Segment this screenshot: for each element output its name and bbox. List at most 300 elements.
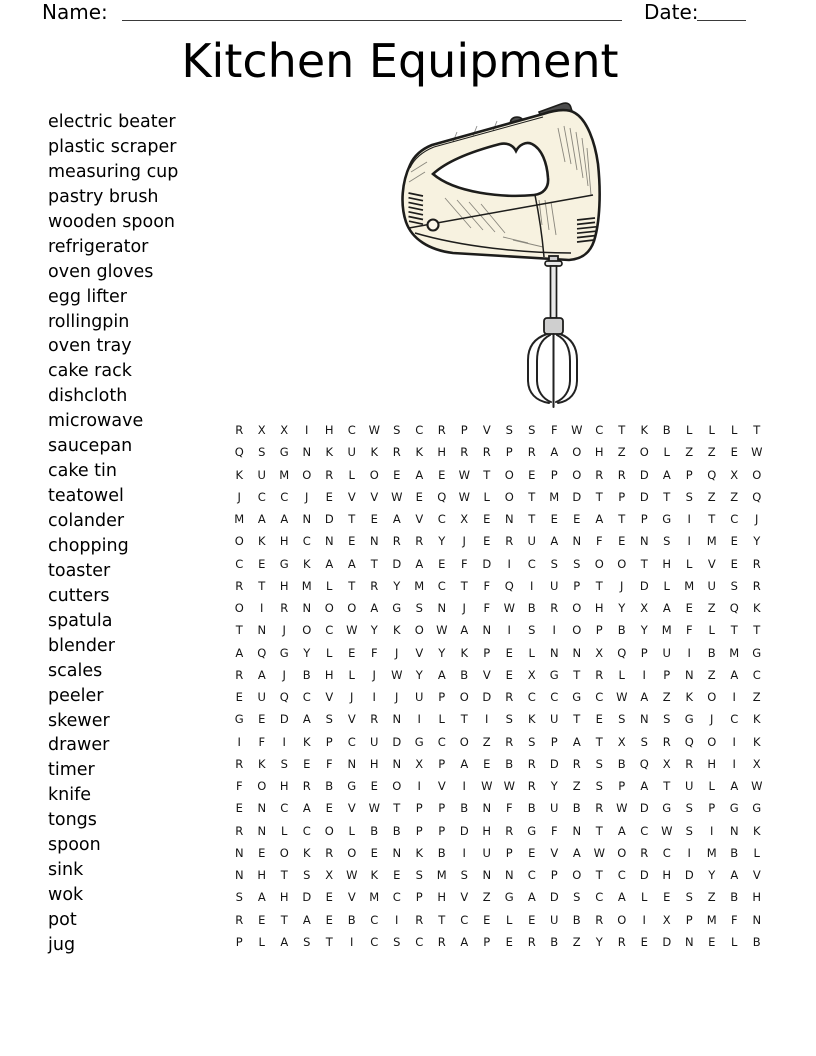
grid-cell: R	[235, 756, 244, 771]
grid-row	[228, 553, 768, 575]
grid-row	[228, 664, 768, 686]
word-list-item: blender	[48, 635, 115, 656]
grid-cell: E	[393, 467, 401, 482]
grid-cell: A	[640, 779, 649, 793]
grid-cell: T	[438, 912, 446, 927]
grid-cell: E	[348, 534, 356, 549]
grid-cell: Z	[707, 667, 716, 682]
mixer-body	[403, 110, 600, 260]
grid-cell: X	[527, 667, 536, 682]
grid-cell: S	[528, 734, 536, 749]
grid-cell: D	[639, 467, 649, 482]
grid-cell: L	[326, 645, 333, 660]
grid-cell: H	[594, 601, 604, 615]
grid-cell: R	[437, 423, 446, 437]
grid-cell: P	[325, 734, 333, 749]
word-list-item: tongs	[48, 810, 97, 831]
grid-cell: Z	[572, 934, 581, 949]
grid-cell: K	[415, 445, 424, 460]
grid-cell: R	[235, 423, 244, 437]
grid-cell: D	[572, 489, 582, 504]
grid-cell: I	[417, 779, 421, 793]
grid-cell: D	[639, 868, 649, 882]
grid-cell: R	[415, 912, 424, 927]
grid-cell: D	[482, 556, 492, 571]
word-list-item: oven gloves	[48, 261, 154, 282]
grid-cell: J	[282, 623, 286, 638]
grid-cell: G	[504, 890, 514, 905]
grid-cell: I	[462, 779, 466, 793]
grid-cell: T	[595, 578, 603, 593]
grid-cell: S	[528, 623, 536, 638]
grid-cell: R	[572, 756, 581, 771]
grid-cell: T	[730, 623, 738, 638]
grid-cell: H	[482, 823, 492, 838]
grid-cell: F	[258, 734, 266, 749]
grid-row	[228, 775, 768, 797]
grid-cell: N	[257, 623, 267, 638]
grid-cell: L	[731, 423, 738, 437]
grid-cell: C	[752, 667, 761, 682]
grid-cell: F	[370, 645, 378, 660]
grid-cell: W	[503, 601, 515, 615]
word-list-item: saucepan	[48, 436, 133, 457]
grid-cell: S	[595, 756, 603, 771]
grid-cell: T	[460, 712, 468, 727]
word-list-item: oven tray	[48, 336, 132, 357]
grid-cell: C	[370, 934, 379, 949]
grid-cell: G	[752, 645, 762, 660]
grid-cell: Q	[617, 645, 627, 660]
grid-cell: N	[392, 845, 402, 860]
grid-cell: C	[662, 845, 671, 860]
grid-cell: V	[752, 868, 761, 882]
grid-cell: P	[640, 645, 648, 660]
grid-cell: A	[550, 445, 559, 460]
grid-cell: L	[731, 934, 738, 949]
grid-cell: E	[730, 534, 738, 549]
grid-cell: F	[235, 779, 243, 793]
grid-cell: G	[752, 801, 762, 816]
grid-cell: K	[685, 690, 694, 704]
grid-cell: I	[507, 623, 511, 638]
grid-cell: J	[755, 512, 759, 526]
grid-cell: E	[505, 645, 513, 660]
grid-cell: C	[280, 489, 289, 504]
grid-cell: L	[708, 779, 715, 793]
grid-cell: E	[348, 645, 356, 660]
grid-cell: R	[460, 445, 469, 460]
grid-cell: H	[369, 756, 379, 771]
grid-cell: K	[640, 423, 649, 437]
grid-cell: E	[325, 489, 333, 504]
grid-cell: D	[662, 934, 672, 949]
grid-cell: A	[302, 912, 311, 927]
grid-cell: O	[234, 601, 244, 615]
grid-cell: S	[280, 756, 288, 771]
grid-cell: R	[235, 578, 244, 593]
grid-cell: F	[730, 912, 738, 927]
grid-cell: A	[662, 467, 671, 482]
word-list-item: spoon	[48, 835, 101, 856]
grid-cell: U	[707, 578, 716, 593]
grid-cell: R	[752, 556, 761, 571]
grid-row	[228, 486, 768, 508]
grid-cell: V	[415, 645, 424, 660]
grid-cell: T	[618, 423, 626, 437]
grid-cell: A	[730, 667, 739, 682]
grid-cell: N	[549, 645, 559, 660]
word-list-item: spatula	[48, 610, 113, 631]
grid-cell: L	[326, 578, 333, 593]
grid-cell: O	[414, 623, 424, 638]
grid-cell: A	[415, 467, 424, 482]
grid-row	[228, 909, 768, 931]
grid-cell: F	[550, 823, 558, 838]
grid-cell: O	[347, 845, 357, 860]
grid-cell: O	[279, 845, 289, 860]
grid-cell: I	[462, 845, 466, 860]
grid-cell: E	[708, 934, 716, 949]
word-list-item: pot	[48, 910, 77, 930]
grid-cell: Z	[707, 445, 716, 460]
word-list-item: drawer	[48, 735, 110, 756]
grid-cell: V	[707, 556, 716, 571]
grid-cell: E	[325, 801, 333, 816]
grid-cell: Z	[662, 690, 671, 704]
grid-cell: W	[616, 801, 628, 816]
grid-cell: L	[663, 578, 670, 593]
grid-cell: B	[370, 823, 379, 838]
word-list-item: teatowel	[48, 486, 124, 507]
grid-cell: O	[234, 534, 244, 549]
grid-cell: H	[279, 534, 289, 549]
date-fill-line	[697, 20, 746, 21]
grid-cell: B	[392, 823, 401, 838]
grid-cell: N	[302, 512, 312, 526]
grid-cell: K	[752, 712, 761, 727]
grid-cell: D	[549, 756, 559, 771]
grid-cell: S	[258, 445, 266, 460]
grid-cell: Y	[393, 578, 401, 593]
grid-cell: K	[752, 823, 761, 838]
grid-cell: H	[752, 890, 762, 905]
grid-cell: F	[685, 623, 693, 638]
grid-cell: X	[595, 645, 604, 660]
grid-cell: I	[687, 512, 691, 526]
grid-cell: W	[593, 845, 605, 860]
grid-cell: S	[415, 601, 423, 615]
grid-cell: P	[505, 445, 513, 460]
grid-cell: Z	[730, 489, 739, 504]
grid-cell: Y	[303, 645, 311, 660]
grid-cell: R	[437, 934, 446, 949]
grid-cell: O	[617, 845, 627, 860]
grid-row	[228, 530, 768, 552]
grid-cell: S	[415, 868, 423, 882]
grid-cell: U	[257, 467, 266, 482]
grid-cell: V	[347, 712, 356, 727]
grid-cell: K	[752, 601, 761, 615]
grid-cell: D	[392, 734, 402, 749]
grid-cell: R	[392, 445, 401, 460]
grid-cell: C	[730, 712, 739, 727]
grid-cell: P	[438, 823, 446, 838]
grid-cell: W	[368, 423, 380, 437]
grid-cell: Q	[437, 489, 447, 504]
grid-cell: P	[438, 756, 446, 771]
grid-cell: P	[550, 868, 558, 882]
grid-cell: D	[392, 556, 402, 571]
grid-cell: A	[595, 512, 604, 526]
grid-cell: M	[279, 467, 290, 482]
grid-cell: T	[235, 623, 243, 638]
word-list-item: rollingpin	[48, 311, 130, 332]
grid-cell: S	[685, 801, 693, 816]
grid-cell: R	[325, 467, 334, 482]
grid-cell: E	[483, 512, 491, 526]
grid-cell: S	[303, 868, 311, 882]
grid-cell: W	[661, 823, 673, 838]
grid-cell: I	[642, 667, 646, 682]
grid-cell: C	[595, 890, 604, 905]
grid-cell: I	[372, 690, 376, 704]
grid-cell: J	[237, 489, 241, 504]
grid-cell: I	[395, 912, 399, 927]
grid-cell: P	[640, 512, 648, 526]
word-list-item: pastry brush	[48, 186, 159, 207]
grid-cell: W	[751, 779, 763, 793]
grid-cell: B	[527, 801, 536, 816]
word-list-item: knife	[48, 785, 92, 806]
grid-cell: O	[347, 601, 357, 615]
grid-cell: E	[595, 712, 603, 727]
grid-row	[228, 441, 768, 463]
grid-cell: Q	[257, 645, 267, 660]
grid-cell: Z	[617, 445, 626, 460]
grid-cell: E	[370, 845, 378, 860]
grid-cell: Z	[572, 779, 581, 793]
grid-cell: A	[257, 667, 266, 682]
grid-cell: R	[595, 912, 604, 927]
word-list-item: sink	[48, 860, 84, 881]
grid-cell: J	[462, 534, 466, 549]
grid-cell: C	[280, 801, 289, 816]
grid-cell: L	[708, 623, 715, 638]
grid-cell: E	[235, 801, 243, 816]
grid-cell: B	[347, 912, 356, 927]
grid-cell: B	[572, 912, 581, 927]
grid-cell: N	[504, 512, 514, 526]
grid-cell: Q	[639, 756, 649, 771]
grid-cell: X	[257, 423, 266, 437]
grid-cell: R	[527, 779, 536, 793]
grid-cell: C	[257, 489, 266, 504]
grid-cell: M	[706, 912, 717, 927]
grid-cell: R	[505, 534, 514, 549]
grid-row	[228, 753, 768, 775]
grid-cell: M	[369, 890, 380, 905]
grid-cell: N	[482, 868, 492, 882]
grid-cell: N	[752, 912, 762, 927]
grid-cell: G	[279, 645, 289, 660]
grid-cell: N	[437, 601, 447, 615]
grid-cell: V	[347, 890, 356, 905]
grid-cell: Q	[752, 489, 762, 504]
grid-row	[228, 820, 768, 842]
grid-cell: P	[483, 645, 491, 660]
grid-cell: P	[685, 912, 693, 927]
grid-cell: C	[370, 912, 379, 927]
grid-cell: O	[572, 868, 582, 882]
grid-row	[228, 931, 768, 953]
grid-cell: N	[572, 823, 582, 838]
grid-cell: M	[706, 534, 717, 549]
grid-cell: I	[552, 623, 556, 638]
grid-cell: Y	[595, 934, 603, 949]
grid-cell: S	[505, 423, 513, 437]
grid-cell: G	[414, 734, 424, 749]
grid-cell: T	[460, 578, 468, 593]
grid-cell: E	[393, 868, 401, 882]
grid-cell: O	[504, 467, 514, 482]
grid-cell: S	[618, 712, 626, 727]
grid-cell: B	[460, 667, 469, 682]
grid-cell: W	[391, 667, 403, 682]
grid-cell: D	[639, 489, 649, 504]
grid-cell: W	[436, 623, 448, 638]
grid-cell: C	[595, 690, 604, 704]
grid-cell: W	[458, 489, 470, 504]
grid-cell: N	[257, 801, 267, 816]
grid-cell: J	[395, 645, 399, 660]
grid-cell: T	[708, 512, 716, 526]
grid-cell: R	[235, 823, 244, 838]
grid-cell: U	[482, 845, 491, 860]
grid-cell: R	[370, 712, 379, 727]
grid-cell: U	[685, 779, 694, 793]
grid-cell: Q	[729, 601, 739, 615]
grid-cell: R	[617, 934, 626, 949]
grid-cell: Z	[707, 601, 716, 615]
hand-mixer-illustration	[393, 100, 633, 420]
grid-cell: L	[483, 489, 490, 504]
grid-cell: I	[687, 645, 691, 660]
grid-cell: P	[663, 667, 671, 682]
grid-cell: B	[527, 601, 536, 615]
grid-cell: U	[550, 712, 559, 727]
grid-row	[228, 642, 768, 664]
grid-cell: P	[708, 801, 716, 816]
grid-cell: N	[684, 667, 694, 682]
grid-cell: U	[415, 690, 424, 704]
grid-cell: L	[708, 423, 715, 437]
grid-cell: J	[620, 578, 624, 593]
grid-cell: D	[459, 823, 469, 838]
grid-cell: Y	[550, 779, 558, 793]
grid-cell: E	[370, 779, 378, 793]
grid-cell: V	[325, 690, 334, 704]
grid-cell: S	[685, 489, 693, 504]
grid-cell: K	[302, 556, 311, 571]
grid-cell: G	[662, 512, 672, 526]
grid-cell: N	[684, 934, 694, 949]
grid-cell: W	[616, 690, 628, 704]
grid-cell: P	[685, 467, 693, 482]
grid-cell: O	[257, 779, 267, 793]
grid-cell: O	[572, 467, 582, 482]
grid-cell: E	[483, 756, 491, 771]
grid-cell: O	[594, 556, 604, 571]
grid-cell: O	[392, 779, 402, 793]
grid-cell: A	[437, 667, 446, 682]
grid-cell: E	[235, 690, 243, 704]
grid-cell: O	[504, 489, 514, 504]
grid-cell: F	[483, 601, 491, 615]
grid-cell: J	[372, 667, 376, 682]
grid-cell: A	[370, 601, 379, 615]
grid-cell: U	[257, 690, 266, 704]
grid-cell: S	[303, 934, 311, 949]
grid-cell: S	[528, 423, 536, 437]
grid-cell: G	[549, 667, 559, 682]
grid-cell: S	[685, 890, 693, 905]
grid-cell: N	[572, 645, 582, 660]
grid-cell: L	[663, 445, 670, 460]
grid-cell: T	[483, 467, 491, 482]
grid-cell: N	[392, 756, 402, 771]
grid-cell: N	[482, 623, 492, 638]
grid-cell: I	[732, 690, 736, 704]
grid-cell: E	[258, 712, 266, 727]
grid-cell: H	[437, 445, 447, 460]
grid-cell: M	[414, 578, 425, 593]
grid-cell: A	[460, 934, 469, 949]
grid-cell: T	[280, 868, 288, 882]
grid-cell: H	[324, 423, 334, 437]
grid-cell: W	[503, 779, 515, 793]
grid-cell: R	[235, 912, 244, 927]
grid-cell: G	[527, 823, 537, 838]
grid-row	[228, 619, 768, 641]
grid-cell: U	[550, 578, 559, 593]
grid-cell: E	[730, 556, 738, 571]
grid-cell: X	[280, 423, 289, 437]
grid-cell: K	[527, 712, 536, 727]
grid-cell: B	[460, 801, 469, 816]
grid-cell: W	[571, 423, 583, 437]
grid-cell: R	[325, 845, 334, 860]
grid-cell: J	[282, 667, 286, 682]
grid-row	[228, 708, 768, 730]
grid-cell: S	[663, 712, 671, 727]
grid-row	[228, 797, 768, 819]
grid-cell: E	[258, 912, 266, 927]
grid-cell: L	[348, 823, 355, 838]
grid-cell: A	[302, 801, 311, 816]
grid-cell: D	[639, 578, 649, 593]
grid-cell: O	[639, 445, 649, 460]
grid-cell: C	[347, 734, 356, 749]
grid-cell: W	[481, 779, 493, 793]
grid-cell: R	[527, 445, 536, 460]
grid-cell: T	[595, 823, 603, 838]
grid-cell: U	[550, 801, 559, 816]
grid-cell: S	[730, 578, 738, 593]
grid-cell: Z	[707, 489, 716, 504]
word-list-item: wok	[48, 885, 84, 906]
grid-cell: P	[415, 801, 423, 816]
